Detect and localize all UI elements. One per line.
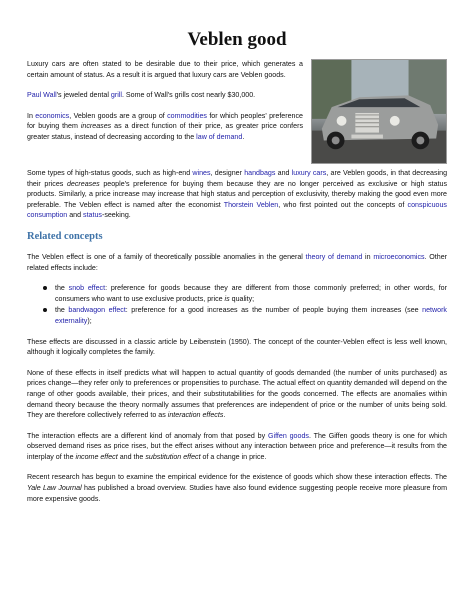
family-paragraph: The Veblen effect is one of a family of theoretically possible anomalies in the general theory of demand in microeconomics. Other related effects include: [27, 252, 448, 272]
link-luxury-cars[interactable]: luxury cars [291, 169, 327, 177]
link-wines[interactable]: wines [192, 169, 211, 177]
link-snob-effect[interactable]: snob effect [68, 284, 106, 293]
giffen-paragraph: The interaction effects are a different kind of anomaly from that posed by Giffen goods. The Giffen goods theory is one for which observed demand rises as price rises, but the effect arises without any interaction between price and preference—it results from the interplay of the income effect and the substitution effect of a change in price. [27, 431, 447, 461]
link-grill[interactable]: grill [110, 91, 122, 100]
link-bandwagon-effect[interactable]: bandwagon effect [68, 306, 126, 315]
link-conspicuous-consumption[interactable]: conspicuous consumption [27, 200, 447, 220]
caption-paragraph: Paul Wall's jeweled dental grill. Some of Wall's grills cost nearly $30,000. [27, 91, 256, 100]
link-giffen-goods[interactable]: Giffen goods [267, 431, 309, 440]
top-section [27, 59, 447, 168]
types-paragraph: Some types of high-status goods, such as high-end wines, designer handbags and luxury cars, are Veblen goods, in that decreasing their prices decreases people's preference for buying them because they are no longer perceived as exclusive or high status products. Similarly, a price increase may increase that high status and perception of exclusivity, thereby making the good even more preferable. The Veblen effect is named after the economist Thorstein Veblen, who first pointed out the concepts of conspicuous consumption and status-seeking. [27, 169, 448, 220]
leibenstein-paragraph: These effects are discussed in a classic article by Leibenstein (1950). The concept of the counter-Veblen effect is less well known, although it logically completes the family. [27, 337, 447, 357]
link-paul-wall[interactable]: Paul Wall [27, 91, 57, 100]
intro-paragraph: Luxury cars are often stated to be desirable due to their price, which generates a certain amount of status. As a result it is argued that luxury cars are Veblen goods. [27, 60, 303, 79]
recent-research-paragraph: Recent research has begun to examine the empirical evidence for the existence of goods which show these interaction effects. The Yale Law Journal has published a broad overview. Studies have also found evidence suggesting people receive more pleasure from more expensive goods. [27, 473, 447, 503]
link-thorstein-veblen[interactable]: Thorstein Veblen [223, 200, 279, 209]
link-microeconomics[interactable]: microeconomics [373, 252, 425, 261]
link-theory-of-demand[interactable]: theory of demand [305, 252, 363, 261]
page-title: Veblen good [187, 29, 287, 50]
link-commodities[interactable]: commodities [167, 111, 207, 120]
link-handbags[interactable]: handbags [244, 169, 276, 177]
link-status[interactable]: status [83, 211, 102, 220]
link-law-of-demand[interactable]: law of demand [196, 132, 243, 141]
interaction-effects-paragraph: None of these effects in itself predicts what will happen to actual quantity of goods demanded (the number of units purchased) as prices change—they refer only to preferences or propensities to purchase. The actual effect on quantity demanded will depend on the range of other goods available, their prices, and their substitutabilities for the goods concerned. The effects are anomalies within demand theory because the theory normally assumes that preferences are independent of price or the number of units being sold. They are therefore collectively referred to as interaction effects. [27, 368, 447, 420]
link-network-externality[interactable]: network externality [55, 306, 447, 325]
car-image-icon [312, 60, 446, 163]
link-economics[interactable]: economics [35, 111, 70, 120]
economics-paragraph: In economics, Veblen goods are a group of commodities for which peoples' preference for buying them increases as a direct function of their price, as greater price confers greater status, instead of decreasing according to the law of demand. [27, 111, 303, 141]
list-item-bandwagon-effect: the bandwagon effect: preference for a good increases as the number of people buying them increases (see network externality); [55, 306, 447, 325]
luxury-car-photo [311, 59, 447, 164]
related-effects-list [27, 283, 447, 326]
related-concepts-heading: Related concepts [27, 230, 103, 242]
list-item-snob-effect: the snob effect: preference for goods because they are different from those commonly preferred; in other words, for consumers who want to use exclusive products, price is quality; [55, 284, 447, 303]
